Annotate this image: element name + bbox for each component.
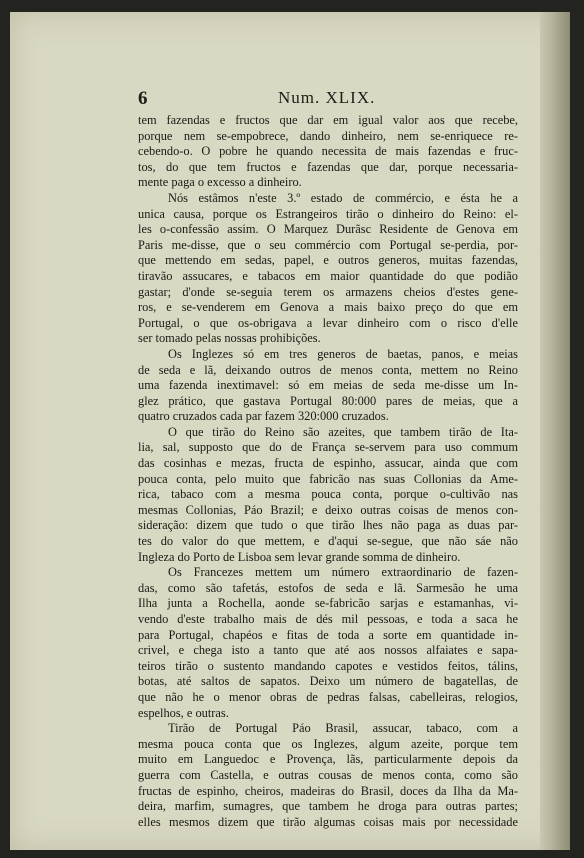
text-line: para Portugal, chapéos e fitas de toda a sorte em quantidade in- (138, 627, 518, 642)
text-line: que mettendo em sedas, papel, e outros generos, muitas fazendas, (138, 253, 518, 268)
text-line: crivel, e chega isto a tanto que até aos nossos alfaiates e sapa- (138, 643, 518, 658)
text-line: espelhos, e outras. (138, 705, 229, 720)
text-line: que não he o menor obras de pedras falsas, cabelleiras, relogios, (138, 689, 518, 704)
text-line: teiros tirão o sustento mandando capotes e vestidos feitos, tálins, (138, 658, 518, 673)
text-line: elles mesmos dizem que tirão algumas coisas mais por necessidade (138, 814, 518, 829)
text-line: glez prático, que gastava Portugal 80:000 pares de meias, que a (138, 393, 518, 408)
text-line: tes do valor do que mettem, e d'aqui se-segue, que não sáe não (138, 534, 518, 549)
text-line: mente paga o excesso a dinheiro. (138, 175, 302, 190)
text-line: Os Francezes mettem um número extraordinario de fazen- (168, 565, 518, 580)
text-line: guerra com Castella, e outras cousas de menos conta, como são (138, 767, 518, 782)
text-line: botas, até saltos de sapatos. Deixo um número de bagatellas, de (138, 674, 518, 689)
text-line: tos, do que tem fructos e fazendas que dar, porque necessaria- (138, 159, 518, 174)
text-line: vendo d'este trabalho mais de dés mil pessoas, e toda a saca he (138, 612, 518, 626)
body-text (138, 113, 518, 830)
text-line: Os Inglezes só em tres generos de baetas, panos, e meias (168, 346, 518, 361)
text-line: Ingleza do Porto de Lisboa sem levar grande somma de dinheiro. (138, 549, 461, 564)
text-line: ser tomado pelas nossas prohibições. (138, 331, 321, 346)
text-line: lia, sal, supposto que do de França se-servem para uso commum (138, 440, 518, 455)
text-line: das, como são tafetás, estofos de seda e lã. Sarmesão he uma (138, 580, 518, 595)
book-spine-shadow (540, 12, 570, 850)
text-line: fructas de espinho, cheiros, madeiras do Brasil, doces da Ilha da Ma- (138, 783, 518, 798)
text-line: Nós estâmos n'este 3.º estado de commércio, e ésta he a (168, 190, 518, 205)
text-line: les o-confessão assim. O Marquez Durãsc Residente de Genova em (138, 222, 518, 237)
text-line: de seda e lã, deixando outros de menos conta, mettem no Reino (138, 362, 518, 377)
text-line: O que tirão do Reino são azeites, que tambem tirão de Ita- (168, 424, 518, 439)
text-line: gastar; d'onde se-seguia terem os armazens cheios d'estes gene- (138, 284, 518, 299)
text-line: muito em Languedoc e Provença, lãs, particularmente depois da (138, 752, 518, 767)
text-line: ros, e se-venderem em Genova a mais baixo preço do que em (138, 300, 518, 315)
text-line: Paris me-disse, que o seu commércio com Portugal se-perdia, por- (138, 237, 518, 252)
text-line: Portugal, o que os-obrigava a levar dinheiro com o risco d'elle (138, 315, 518, 330)
text-line: das cosinhas e mezas, fructa de espinho, assucar, ainda que com (138, 456, 518, 471)
text-line: porque nem se-empobrece, dando dinheiro, nem se-enriquece re- (138, 128, 518, 143)
text-line: pouca conta, pelo muito que fabricão nas suas Collonias da Ame- (138, 471, 518, 486)
running-title: Num. XLIX. (278, 88, 376, 107)
page-number: 6 (138, 88, 148, 109)
text-line: quatro cruzados cada par fazem 320:000 cruzados. (138, 409, 389, 424)
text-line: sideração: dizem que tudo o que tirão lhes não paga as duas par- (138, 518, 518, 533)
text-line: tiravão assucares, e tabacos em maior quantidade do que podião (138, 268, 518, 283)
text-line: uma fazenda inextimavel: só em meias de seda me-disse um In- (138, 378, 518, 393)
page-header (130, 88, 430, 110)
text-line: mesma pouca conta que os Inglezes, algum azeite, porque tem (138, 736, 518, 751)
text-line: cebendo-o. O pobre he quando necessita de mais fazendas e fruc- (138, 144, 518, 159)
text-line: Tirão de Portugal Páo Brasil, assucar, tabaco, com a (168, 721, 518, 736)
text-line: Ilha junta a Rochella, aonde se-fabricão sarjas e estamanhas, vi- (138, 596, 518, 611)
text-line: rica, tabaco com a mesma pouca conta, porque o-cultivão nas (138, 487, 518, 502)
text-line: deira, marfim, sumagres, que tambem he droga para outras partes; (138, 799, 518, 814)
text-line: mesmas Collonias, Páo Brazil; e deixo outras coisas de menos con- (138, 502, 518, 517)
text-line: tem fazendas e fructos que dar em igual valor aos que recebe, (138, 113, 518, 127)
text-line: unica causa, porque os Estrangeiros tirão o dinheiro do Reino: el- (138, 206, 518, 221)
